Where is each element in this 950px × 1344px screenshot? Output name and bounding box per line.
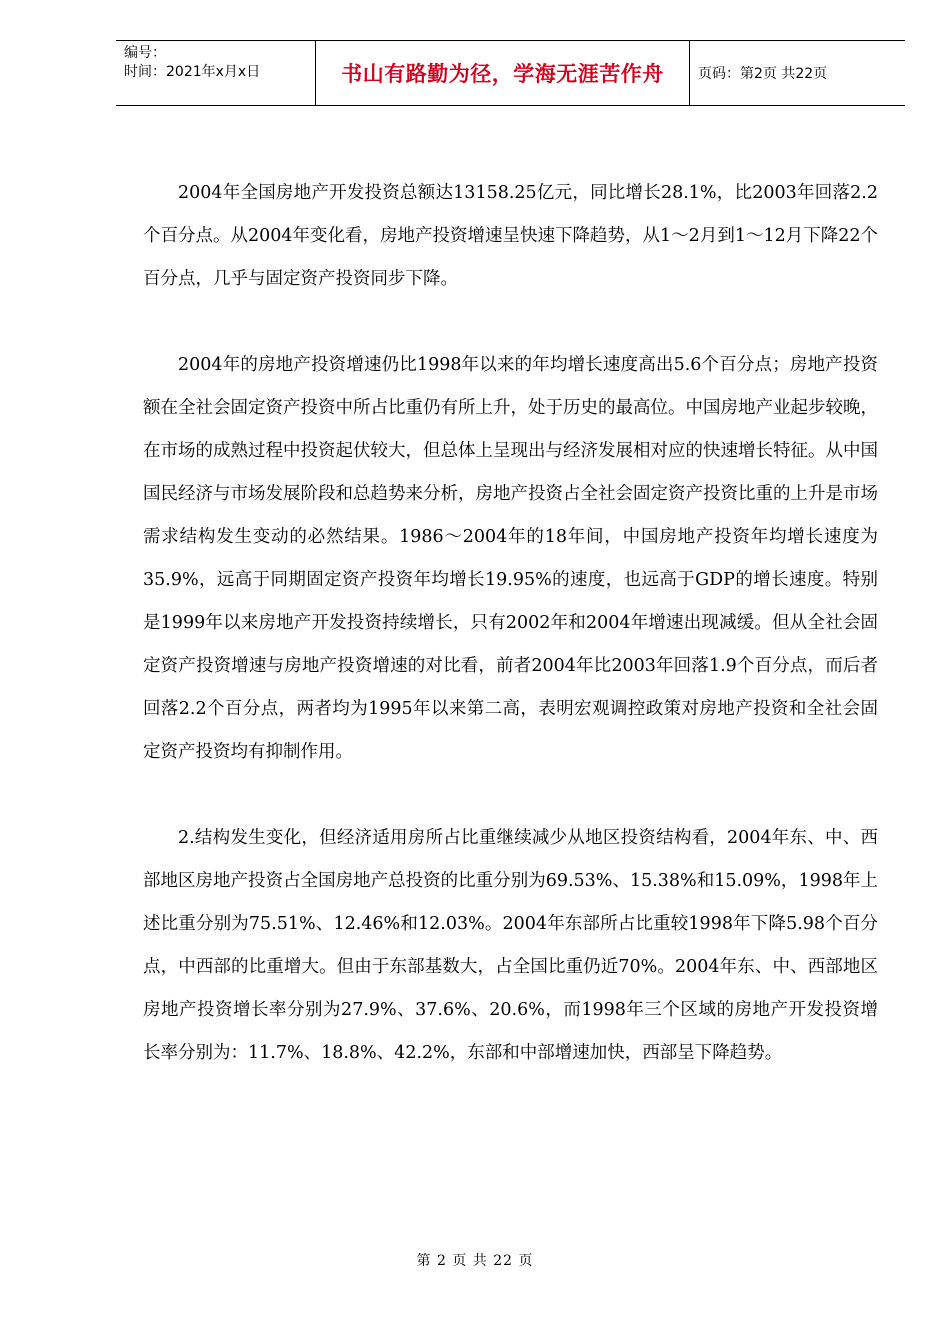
document-number-label: 编号： [124, 45, 166, 61]
page-header [116, 40, 905, 106]
header-meta [116, 41, 316, 105]
document-body [143, 172, 878, 1075]
header-motto: 书山有路勤为径，学海无涯苦作舟 [316, 41, 690, 105]
page-footer: 第 2 页 共 22 页 [416, 1253, 534, 1269]
paragraph-2: 2004年的房地产投资增速仍比1998年以来的年均增长速度高出5.6个百分点；房地产投资额在全社会固定资产投资中所占比重仍有所上升，处于历史的最高位。中国房地产业起步较晚，在市场的成熟过程中投资起伏较大，但总体上呈现出与经济发展相对应的快速增长特征。从中国国民经济与市场发展阶段和总趋势来分析，房地产投资占全社会固定资产投资比重的上升是市场需求结构发生变动的必然结果。1986～2004年的18年间，中国房地产投资年均增长速度为35.9%，远高于同期固定资产投资年均增长19.95%的速度，也远高于GDP的增长速度。特别是1999年以来房地产开发投资持续增长，只有2002年和2004年增速出现减缓。但从全社会固定资产投资增速与房地产投资增速的对比看，前者2004年比2003年回落1.9个百分点，而后者回落2.2个百分点，两者均为1995年以来第二高，表明宏观调控政策对房地产投资和全社会固定资产投资均有抑制作用。 [143, 355, 878, 762]
paragraph-1: 2004年全国房地产开发投资总额达13158.25亿元，同比增长28.1%，比2003年回落2.2个百分点。从2004年变化看，房地产投资增速呈快速下降趋势，从1～2月到1～12月下降22个百分点，几乎与固定资产投资同步下降。 [143, 183, 878, 289]
header-page-info: 页码：第2页 共22页 [698, 66, 828, 82]
document-time-label: 时间：2021年x月x日 [124, 64, 261, 80]
paragraph-3: 2.结构发生变化，但经济适用房所占比重继续减少从地区投资结构看，2004年东、中、西部地区房地产投资占全国房地产总投资的比重分别为69.53%、15.38%和15.09%，1998年上述比重分别为75.51%、12.46%和12.03%。2004年东部所占比重较1998年下降5.98个百分点，中西部的比重增大。但由于东部基数大，占全国比重仍近70%。2004年东、中、西部地区房地产投资增长率分别为27.9%、37.6%、20.6%，而1998年三个区域的房地产开发投资增长率分别为：11.7%、18.8%、42.2%，东部和中部增速加快，西部呈下降趋势。 [143, 828, 878, 1063]
